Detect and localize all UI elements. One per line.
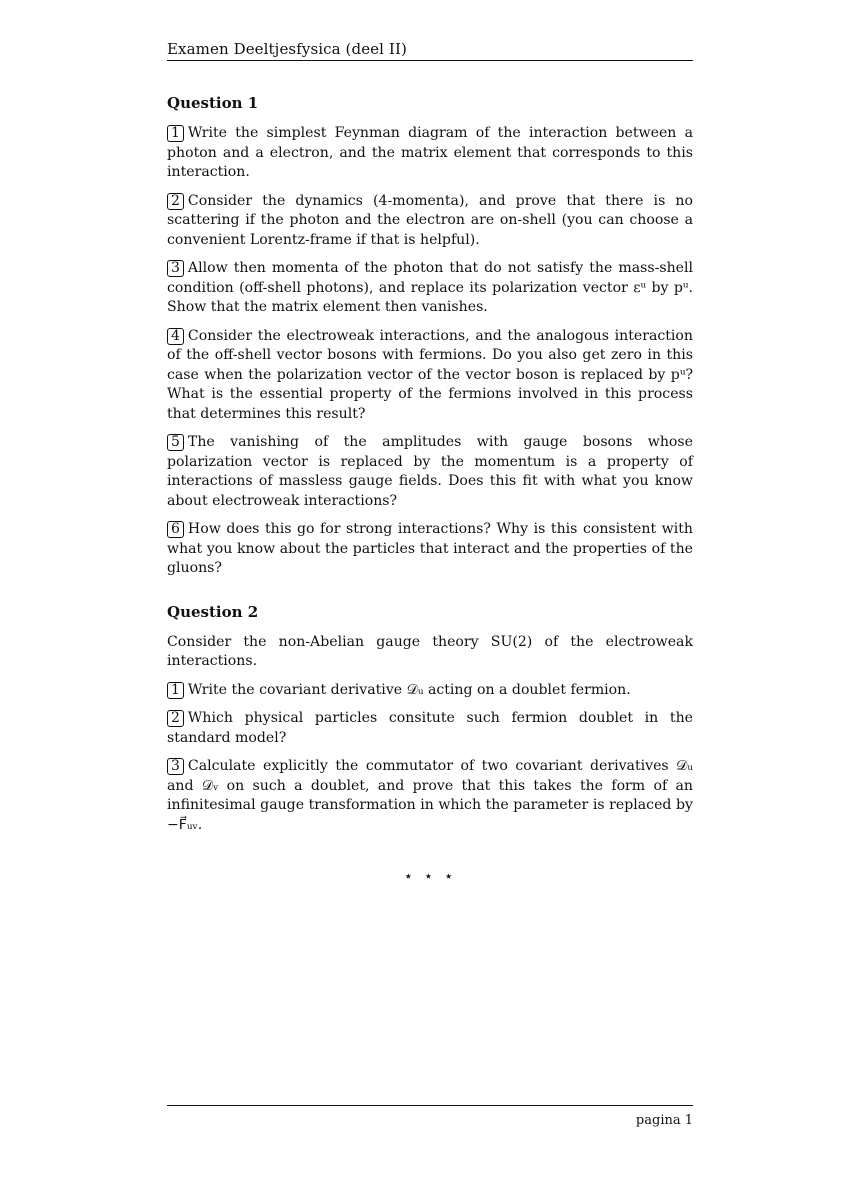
item-number-box: 5 bbox=[167, 434, 184, 451]
item-number-box: 4 bbox=[167, 328, 184, 345]
item-number-box: 1 bbox=[167, 682, 184, 699]
item-text: How does this go for strong interactions? Why is this consistent with what you know about the particles that interact and the properties of the gluons? bbox=[167, 521, 693, 576]
question-item bbox=[167, 433, 693, 511]
question-item bbox=[167, 757, 693, 835]
header-rule bbox=[167, 60, 693, 61]
running-header: Examen Deeltjesfysica (deel II) bbox=[167, 40, 407, 58]
item-number-box: 6 bbox=[167, 521, 184, 538]
item-text: Which physical particles consitute such fermion doublet in the standard model? bbox=[167, 710, 693, 746]
item-text: Calculate explicitly the commutator of two covariant derivatives 𝒟ᵤ and 𝒟ᵥ on such a doublet, and prove that this takes the form of an infinitesimal gauge transformation in which the parameter is replaced by −F⃗ᵤᵥ. bbox=[167, 758, 693, 833]
question-item bbox=[167, 327, 693, 425]
item-text: Write the covariant derivative 𝒟ᵤ acting on a doublet fermion. bbox=[187, 681, 631, 698]
question-item bbox=[167, 681, 693, 701]
item-text: The vanishing of the amplitudes with gauge bosons whose polarization vector is replaced by the momentum is a property of interactions of massless gauge fields. Does this fit with what you know about electroweak interactions? bbox=[167, 434, 693, 509]
question-1 bbox=[167, 94, 693, 579]
item-number-box: 2 bbox=[167, 193, 184, 210]
exam-content bbox=[167, 94, 693, 885]
item-number-box: 2 bbox=[167, 710, 184, 727]
question-item bbox=[167, 192, 693, 251]
question-intro: Consider the non-Abelian gauge theory SU(2) of the electroweak interactions. bbox=[167, 633, 693, 669]
item-number-box: 3 bbox=[167, 260, 184, 277]
question-item bbox=[167, 259, 693, 318]
item-text: Consider the dynamics (4-momenta), and prove that there is no scattering if the photon and the electron are on-shell (you can choose a convenient Lorentz-frame if that is helpful). bbox=[167, 192, 693, 248]
question-heading: Question 2 bbox=[167, 602, 259, 621]
question-item bbox=[167, 520, 693, 579]
page-number: pagina 1 bbox=[635, 1113, 693, 1128]
question-item bbox=[167, 124, 693, 183]
item-number-box: 1 bbox=[167, 125, 184, 142]
question-item bbox=[167, 709, 693, 748]
question-2 bbox=[167, 603, 693, 836]
question-heading: Question 1 bbox=[167, 94, 259, 112]
footer-rule bbox=[167, 1105, 693, 1106]
section-separator: ⋆ ⋆ ⋆ bbox=[403, 867, 457, 885]
item-text: Consider the electroweak interactions, and the analogous interaction of the off-shell vector bosons with fermions. Do you also get zero in this case when the polarization vector of the vector boson is replaced by pᵘ? What is the essential property of the fermions involved in this process that determines this result? bbox=[167, 327, 693, 422]
item-text: Write the simplest Feynman diagram of the interaction between a photon and a electron, and the matrix element that corresponds to this interaction. bbox=[167, 125, 693, 180]
item-number-box: 3 bbox=[167, 758, 184, 775]
item-text: Allow then momenta of the photon that do not satisfy the mass-shell condition (off-shell photons), and replace its polarization vector εᵘ by pᵘ. Show that the matrix element then vanishes. bbox=[167, 260, 693, 315]
